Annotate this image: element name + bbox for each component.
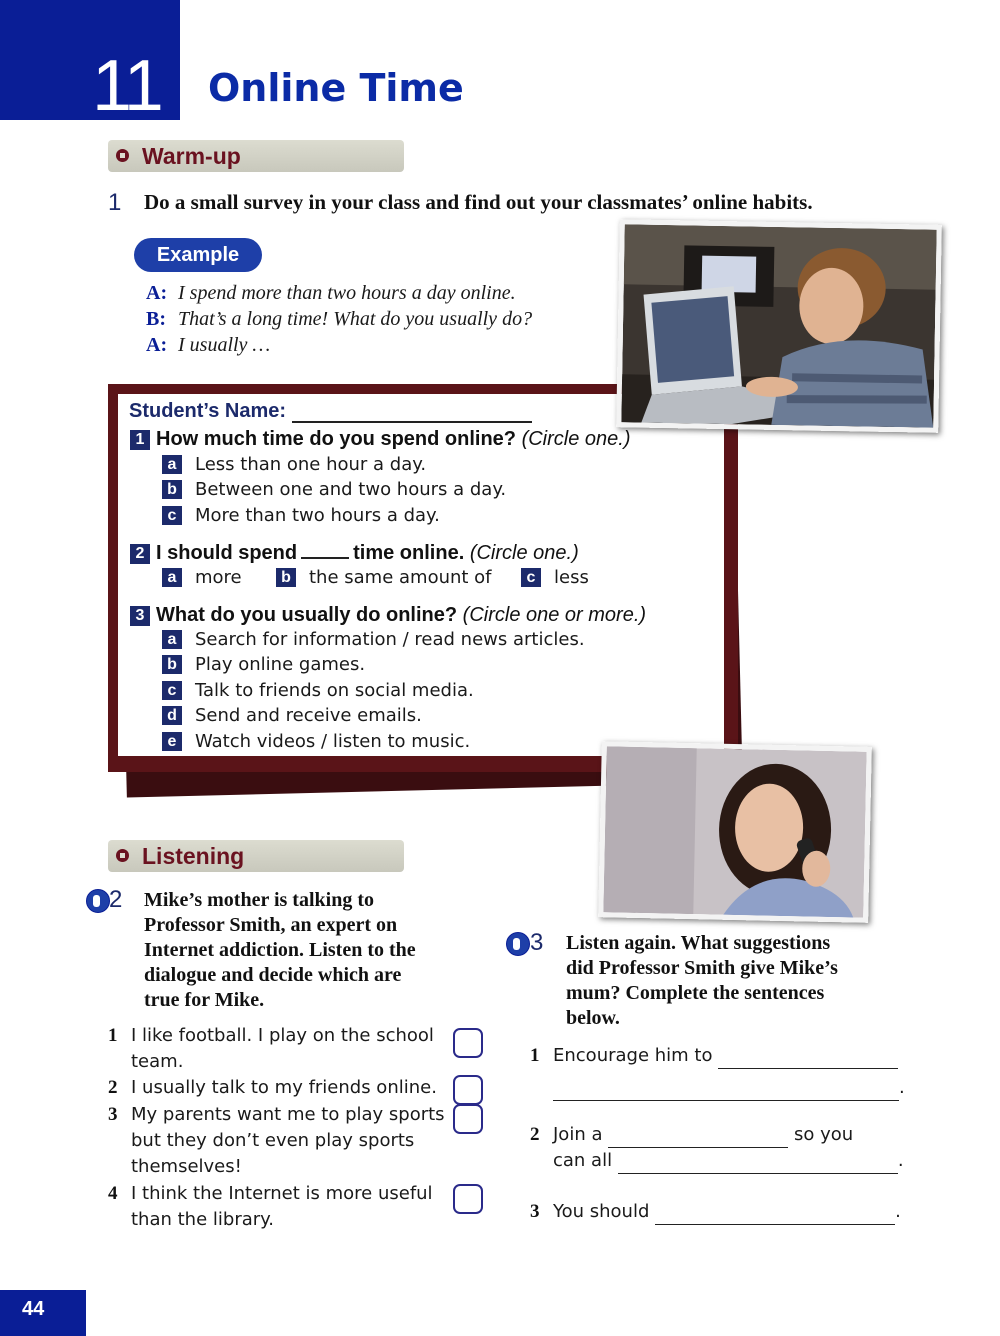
sentence-text: You should	[553, 1201, 650, 1222]
option-letter: c	[521, 568, 541, 587]
survey-question-2	[130, 541, 579, 565]
answer-blank[interactable]	[655, 1206, 895, 1225]
option-text: the same amount of	[309, 567, 492, 588]
speaker-label: B:	[146, 308, 166, 330]
dialogue-text: That’s a long time! What do you usually do?	[178, 308, 533, 330]
item-number: 2	[108, 1077, 118, 1098]
true-checkbox[interactable]	[453, 1028, 483, 1058]
sentence-text: Join a	[553, 1124, 603, 1145]
survey-option[interactable]	[162, 679, 474, 703]
option-text: less	[554, 567, 589, 588]
instruction-line: did Professor Smith give Mike’s	[566, 957, 838, 979]
statement-line: themselves!	[131, 1156, 242, 1177]
option-letter: b	[162, 480, 182, 499]
dialogue-text: I spend more than two hours a day online.	[178, 282, 516, 304]
sentence-start	[553, 1043, 898, 1069]
statement-text	[131, 1023, 434, 1075]
option-text: Search for information / read news articles.	[195, 629, 585, 650]
item-number: 3	[108, 1104, 118, 1125]
question-hint: (Circle one.)	[521, 428, 631, 450]
item-number: 1	[108, 1025, 118, 1046]
question-blank	[301, 541, 349, 559]
survey-option[interactable]	[162, 453, 426, 477]
question-hint: (Circle one.)	[469, 542, 579, 564]
task-1-instruction: Do a small survey in your class and find out your classmates’ online habits.	[144, 190, 813, 214]
item-number: 3	[530, 1201, 540, 1222]
item-number: 2	[530, 1124, 540, 1145]
task-2-number: 2	[109, 886, 123, 913]
instruction-line: Listen again. What suggestions	[566, 932, 831, 954]
option-text: more	[195, 567, 242, 588]
instruction-line: Professor Smith, an expert on	[144, 914, 398, 936]
sentence-start	[553, 1122, 853, 1148]
statement-line: team.	[131, 1051, 184, 1072]
page-number: 44	[22, 1298, 45, 1320]
instruction-line: Internet addiction. Listen to the	[144, 939, 416, 961]
example-badge: Example	[134, 238, 262, 272]
statement-text	[131, 1075, 437, 1101]
item-number: 4	[108, 1183, 118, 1204]
option-letter: a	[162, 630, 182, 649]
sentence-end: .	[899, 1077, 905, 1098]
speaker-label: A:	[146, 282, 168, 304]
boy-laptop-illustration	[621, 224, 936, 427]
sentence-start	[553, 1199, 901, 1225]
speaker-label: A:	[146, 334, 168, 356]
instruction-line: true for Mike.	[144, 989, 265, 1011]
audio-track-icon[interactable]	[86, 889, 110, 913]
survey-option[interactable]	[276, 566, 492, 590]
dialogue-line	[146, 332, 532, 358]
option-letter: d	[162, 706, 182, 725]
sentence-text: can all	[553, 1150, 613, 1171]
sentence-end: .	[897, 1150, 904, 1171]
survey-option[interactable]	[162, 504, 440, 528]
option-letter: c	[162, 506, 182, 525]
unit-title: Online Time	[208, 66, 464, 110]
answer-blank[interactable]	[618, 1155, 898, 1174]
task-3-instruction	[566, 931, 926, 1031]
option-text: Send and receive emails.	[195, 705, 422, 726]
option-letter: c	[162, 681, 182, 700]
survey-option[interactable]	[162, 653, 365, 677]
instruction-line: dialogue and decide which are	[144, 964, 402, 986]
sentence-end: .	[895, 1201, 901, 1222]
instruction-line: below.	[566, 1007, 620, 1029]
sentence-text: Encourage him to	[553, 1045, 713, 1066]
option-text: Between one and two hours a day.	[195, 479, 507, 500]
question-number: 3	[130, 606, 150, 626]
statement-line: than the library.	[131, 1209, 274, 1230]
option-text: Talk to friends on social media.	[195, 680, 474, 701]
survey-option[interactable]	[162, 566, 242, 590]
example-dialogue	[146, 280, 532, 358]
item-number: 1	[530, 1045, 540, 1066]
question-text: What do you usually do online?	[156, 604, 458, 626]
statement-line: I like football. I play on the school	[131, 1025, 434, 1046]
dialogue-line	[146, 306, 532, 332]
sentence-continuation	[553, 1075, 905, 1101]
boy-laptop-photo	[616, 219, 942, 433]
question-number: 2	[130, 544, 150, 564]
option-letter: a	[162, 455, 182, 474]
option-text: Less than one hour a day.	[195, 454, 427, 475]
option-text: More than two hours a day.	[195, 505, 440, 526]
true-checkbox[interactable]	[453, 1184, 483, 1214]
listening-section-tag	[108, 840, 404, 872]
option-text: Play online games.	[195, 654, 366, 675]
warmup-section-tag	[108, 140, 404, 172]
statement-line: I usually talk to my friends online.	[131, 1077, 437, 1098]
statement-text	[131, 1102, 445, 1180]
question-text: How much time do you spend online?	[156, 428, 517, 450]
section-bullet-icon	[116, 149, 129, 162]
dialogue-line	[146, 280, 532, 306]
option-letter: b	[162, 655, 182, 674]
task-3-number: 3	[530, 929, 544, 956]
option-letter: e	[162, 732, 182, 751]
statement-text	[131, 1181, 433, 1233]
question-number: 1	[130, 430, 150, 450]
sentence-continuation	[553, 1148, 904, 1174]
option-text: Watch videos / listen to music.	[195, 731, 471, 752]
student-name-field	[129, 400, 532, 423]
woman-phone-photo	[598, 741, 872, 923]
student-name-blank[interactable]	[292, 403, 532, 423]
warmup-heading: Warm-up	[142, 143, 241, 169]
survey-question-3	[130, 603, 646, 627]
question-text-after: time online.	[353, 542, 465, 564]
unit-number: 11	[92, 46, 161, 126]
task-2-instruction	[144, 888, 494, 1013]
statement-line: I think the Internet is more useful	[131, 1183, 433, 1204]
question-hint: (Circle one or more.)	[462, 604, 647, 626]
instruction-line: Mike’s mother is talking to	[144, 889, 374, 911]
survey-card	[118, 394, 724, 756]
question-text-before: I should spend	[156, 542, 298, 564]
task-1-number: 1	[108, 189, 122, 216]
statement-line: but they don’t even play sports	[131, 1130, 415, 1151]
option-letter: b	[276, 568, 296, 587]
survey-option[interactable]	[162, 628, 585, 652]
answer-blank[interactable]	[718, 1050, 898, 1069]
audio-track-icon[interactable]	[506, 932, 530, 956]
listening-heading: Listening	[142, 843, 245, 869]
survey-option[interactable]	[162, 730, 470, 754]
true-checkbox[interactable]	[453, 1075, 483, 1105]
option-letter: a	[162, 568, 182, 587]
survey-option[interactable]	[162, 478, 506, 502]
statement-line: My parents want me to play sports	[131, 1104, 445, 1125]
survey-option[interactable]	[521, 566, 589, 590]
student-name-label: Student’s Name:	[129, 400, 287, 422]
dialogue-text: I usually …	[178, 334, 271, 356]
instruction-line: mum? Complete the sentences	[566, 982, 825, 1004]
sentence-text: so you	[793, 1124, 854, 1145]
answer-blank[interactable]	[608, 1129, 788, 1148]
survey-option[interactable]	[162, 704, 422, 728]
survey-question-1	[130, 427, 631, 451]
woman-phone-illustration	[603, 746, 866, 917]
answer-blank[interactable]	[553, 1082, 899, 1101]
true-checkbox[interactable]	[453, 1104, 483, 1134]
section-bullet-icon	[116, 849, 129, 862]
